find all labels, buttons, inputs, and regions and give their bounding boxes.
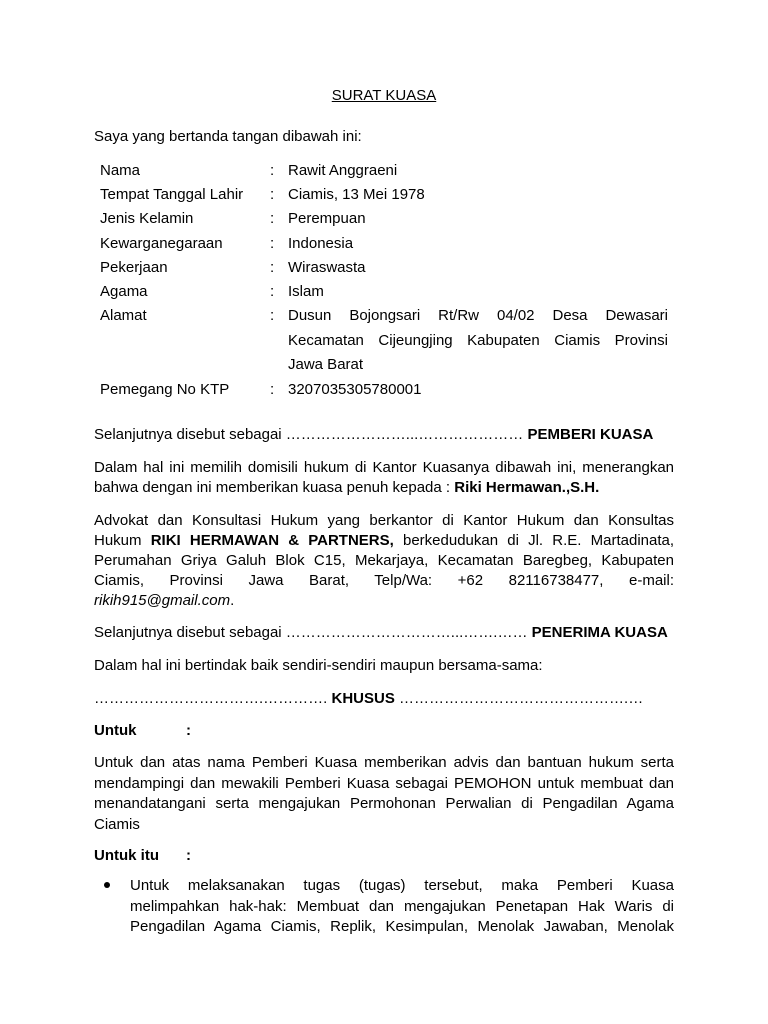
identity-table — [94, 159, 668, 402]
untuk-line: menandatangani serta mengajukan Permohonan Perwalian di Pengadilan Agama — [94, 795, 674, 812]
identity-row — [94, 207, 668, 231]
untuk-heading — [94, 721, 674, 741]
untuk-itu-colon: : — [186, 847, 191, 864]
ktp-colon: : — [270, 380, 275, 398]
identity-row — [94, 256, 668, 280]
address-line: Jawa Barat — [288, 356, 364, 374]
identity-colon: : — [270, 283, 275, 301]
intro-text: Saya yang bertanda tangan dibawah ini: — [94, 128, 362, 145]
kuasa-recipient-name: Riki Hermawan.,S.H. — [454, 479, 600, 496]
identity-colon: : — [270, 186, 275, 204]
firm-name: RIKI HERMAWAN & PARTNERS, — [150, 532, 394, 549]
address-value — [288, 304, 668, 378]
penerima-kuasa-line — [94, 623, 674, 643]
penerima-prefix: Selanjutnya disebut sebagai ……………………………...…….…… — [94, 624, 528, 641]
domisili-paragraph — [94, 458, 674, 498]
identity-colon: : — [270, 162, 275, 179]
document-title: SURAT KUASA — [331, 87, 437, 104]
penerima-role: PENERIMA KUASA — [531, 624, 668, 641]
identity-value: Islam — [288, 283, 324, 301]
advokat-line: Perumahan Griya Galuh Blok C15, Mekarjaya, Kecamatan Baregbeg, Kabupaten — [94, 552, 674, 569]
advokat-line: Ciamis, Provinsi Jawa Barat, Telp/Wa: +62 82116738477, e-mail: — [94, 572, 674, 589]
identity-label: Kewarganegaraan — [100, 234, 223, 252]
address-colon: : — [270, 307, 275, 325]
advokat-line: Advokat dan Konsultasi Hukum yang berkantor di Kantor Hukum dan Konsultas — [94, 512, 674, 529]
advokat-line-text: berkedudukan di Jl. R.E. Martadinata, — [393, 532, 675, 549]
untuk-line: Untuk dan atas nama Pemberi Kuasa memberikan advis dan bantuan hukum serta — [94, 754, 674, 771]
advokat-line-text: Hukum — [94, 532, 151, 549]
bertindak-text: Dalam hal ini bertindak baik sendiri-sendiri maupun bersama-sama: — [94, 657, 543, 674]
identity-label: Tempat Tanggal Lahir — [100, 186, 244, 204]
untuk-itu-heading — [94, 846, 674, 866]
untuk-label: Untuk — [94, 722, 137, 739]
domisili-line — [94, 478, 674, 498]
khusus-line — [94, 689, 674, 709]
domisili-line: Dalam hal ini memilih domisili hukum di Kantor Kuasanya dibawah ini, menerangkan — [94, 459, 674, 476]
identity-value: Rawit Anggraeni — [288, 162, 398, 179]
identity-row — [94, 232, 668, 256]
bullet-icon — [104, 882, 110, 888]
pemberi-role: PEMBERI KUASA — [527, 426, 654, 443]
ktp-row — [94, 378, 668, 402]
identity-value: Ciamis, 13 Mei 1978 — [288, 186, 425, 204]
advokat-line-text: . — [230, 592, 235, 609]
domisili-line-text: bahwa dengan ini memberikan kuasa penuh kepada : — [94, 479, 455, 496]
address-line: Kecamatan Cijeungjing Kabupaten Ciamis Provinsi — [288, 331, 668, 349]
identity-label: Jenis Kelamin — [100, 210, 194, 228]
khusus-dots-right: ……………………………………….… — [399, 690, 644, 707]
untuk-colon: : — [186, 722, 191, 739]
email-address: rikih915@gmail.com — [94, 592, 231, 609]
identity-colon: : — [270, 210, 275, 228]
khusus-dots-left: …………………………….…………. — [94, 690, 328, 707]
address-row — [94, 304, 668, 378]
pemberi-kuasa-line — [94, 425, 674, 445]
identity-label: Agama — [100, 283, 148, 301]
ktp-label: Pemegang No KTP — [100, 380, 230, 398]
bullet-line: Pengadilan Agama Ciamis, Replik, Kesimpulan, Menolak Jawaban, Menolak — [130, 918, 674, 935]
untuk-line: mendampingi dan mewakili Pemberi Kuasa sebagai PEMOHON untuk membuat dan — [94, 774, 674, 792]
identity-value: Wiraswasta — [288, 258, 366, 276]
advokat-line — [94, 531, 674, 551]
pemberi-prefix: Selanjutnya disebut sebagai ……………………...………………… — [94, 426, 524, 443]
khusus-word: KHUSUS — [331, 690, 395, 707]
address-label: Alamat — [100, 307, 147, 325]
identity-value: Perempuan — [288, 210, 366, 228]
untuk-paragraph — [94, 753, 674, 835]
identity-row — [94, 183, 668, 207]
advokat-line — [94, 591, 674, 611]
identity-colon: : — [270, 258, 275, 276]
untuk-itu-label: Untuk itu — [94, 847, 159, 864]
bullet-line: melimpahkan hak-hak: Membuat dan mengajukan Penetapan Hak Waris di — [130, 897, 674, 915]
identity-value: Indonesia — [288, 234, 354, 252]
identity-colon: : — [270, 234, 275, 252]
address-line: Dusun Bojongsari Rt/Rw 04/02 Desa Dewasari — [288, 307, 668, 325]
bullet-line: Untuk melaksanakan tugas (tugas) tersebut, maka Pemberi Kuasa — [130, 877, 674, 894]
identity-label: Nama — [100, 162, 141, 179]
identity-label: Pekerjaan — [100, 258, 168, 276]
advokat-paragraph — [94, 511, 674, 611]
untuk-line: Ciamis — [94, 815, 140, 833]
bullet-text — [130, 876, 674, 938]
ktp-value: 3207035305780001 — [288, 380, 422, 398]
identity-row — [94, 159, 668, 183]
identity-row — [94, 280, 668, 304]
